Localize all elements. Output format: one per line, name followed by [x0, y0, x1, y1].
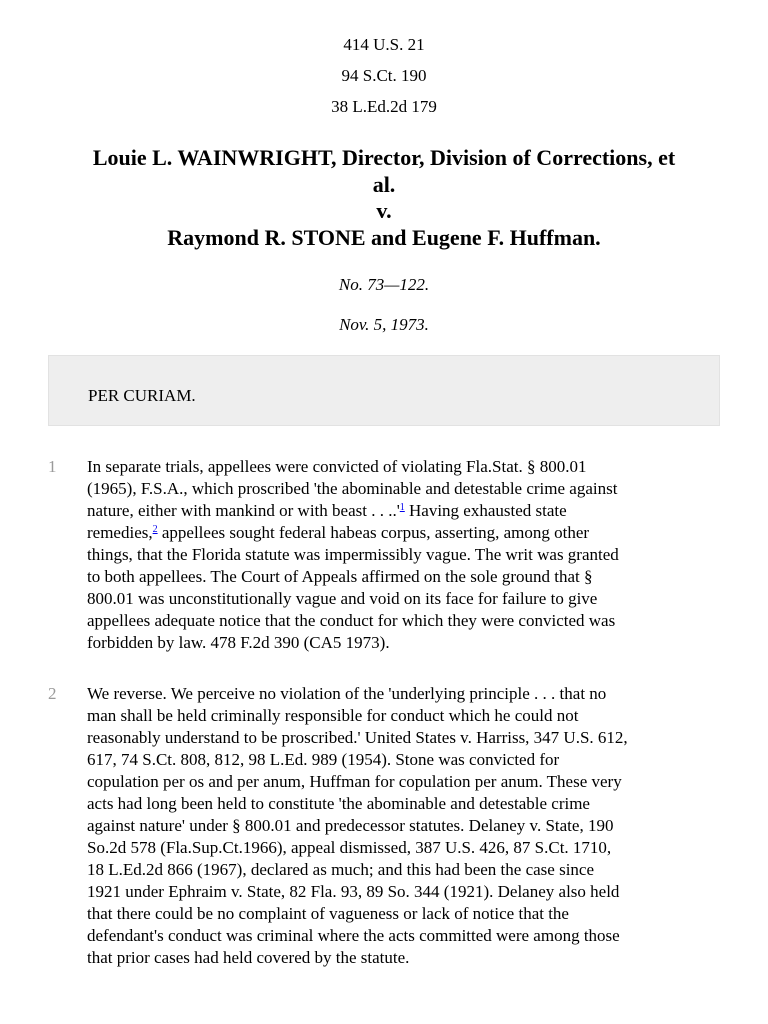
- text-line: 1921 under Ephraim v. State, 82 Fla. 93, 89 So. 344 (1921). Delaney also held: [87, 882, 620, 901]
- text-segment: appellees sought federal habeas corpus, asserting, among other: [157, 523, 590, 542]
- per-curiam-header: [48, 355, 720, 426]
- citation-block: [0, 34, 768, 127]
- case-title-respondent: Raymond R. STONE and Eugene F. Huffman.: [167, 224, 601, 250]
- text-line: (1965), F.S.A., which proscribed 'the abominable and detestable crime against: [87, 479, 618, 498]
- text-segment: nature, either with mankind or with beast . . ..': [87, 501, 400, 520]
- text-line: In separate trials, appellees were convicted of violating Fla.Stat. § 800.01: [87, 457, 587, 476]
- text-line: acts had long been held to constitute 'the abominable and detestable crime: [87, 794, 590, 813]
- docket-number: No. 73—122.: [338, 275, 430, 294]
- text-line: reasonably understand to be proscribed.' United States v. Harriss, 347 U.S. 612,: [87, 728, 628, 747]
- text-line: 18 L.Ed.2d 866 (1967), declared as much; and this had been the case since: [87, 860, 595, 879]
- text-segment: remedies,: [87, 523, 153, 542]
- paragraph-number: 2: [48, 684, 57, 703]
- text-line: forbidden by law. 478 F.2d 390 (CA5 1973).: [87, 633, 390, 652]
- paragraph-text: [87, 456, 722, 654]
- text-line: [87, 500, 722, 522]
- paragraph-number: 1: [48, 457, 57, 476]
- supreme-court-reporter-citation: 94 S.Ct. 190: [341, 66, 427, 85]
- paragraph-text: [87, 683, 722, 969]
- text-line: things, that the Florida statute was impermissibly vague. The writ was granted: [87, 545, 619, 564]
- text-line: copulation per os and per anum, Huffman for copulation per anum. These very: [87, 772, 622, 791]
- text-line: that prior cases had held covered by the statute.: [87, 948, 410, 967]
- decision-date: Nov. 5, 1973.: [339, 315, 429, 334]
- us-reports-citation: 414 U.S. 21: [343, 35, 425, 54]
- case-title-versus: v.: [376, 198, 392, 223]
- footnote-link-1[interactable]: 1: [399, 502, 405, 513]
- text-line: 617, 74 S.Ct. 808, 812, 98 L.Ed. 989 (1954). Stone was convicted for: [87, 750, 560, 769]
- text-line: against nature' under § 800.01 and predecessor statutes. Delaney v. State, 190: [87, 816, 614, 835]
- case-title: [40, 145, 728, 251]
- text-line: man shall be held criminally responsible for conduct which he could not: [87, 706, 579, 725]
- text-segment: Having exhausted state: [404, 501, 567, 520]
- text-line: 800.01 was unconstitutionally vague and void on its face for failure to give: [87, 589, 598, 608]
- text-line: We reverse. We perceive no violation of the 'underlying principle . . . that no: [87, 684, 607, 703]
- lawyers-edition-citation: 38 L.Ed.2d 179: [331, 97, 437, 116]
- case-title-petitioner-line2: al.: [372, 171, 396, 197]
- case-title-petitioner-line1: Louie L. WAINWRIGHT, Director, Division of Corrections, et: [92, 145, 676, 170]
- text-line: So.2d 578 (Fla.Sup.Ct.1966), appeal dismissed, 387 U.S. 426, 87 S.Ct. 1710,: [87, 838, 612, 857]
- text-line: [87, 522, 722, 544]
- footnote-link-2[interactable]: 2: [152, 524, 158, 535]
- per-curiam-label: PER CURIAM.: [88, 386, 196, 405]
- text-line: to both appellees. The Court of Appeals affirmed on the sole ground that §: [87, 567, 593, 586]
- text-line: appellees adequate notice that the conduct for which they were convicted was: [87, 611, 616, 630]
- text-line: defendant's conduct was criminal where the acts committed were among those: [87, 926, 620, 945]
- text-line: that there could be no complaint of vagueness or lack of notice that the: [87, 904, 569, 923]
